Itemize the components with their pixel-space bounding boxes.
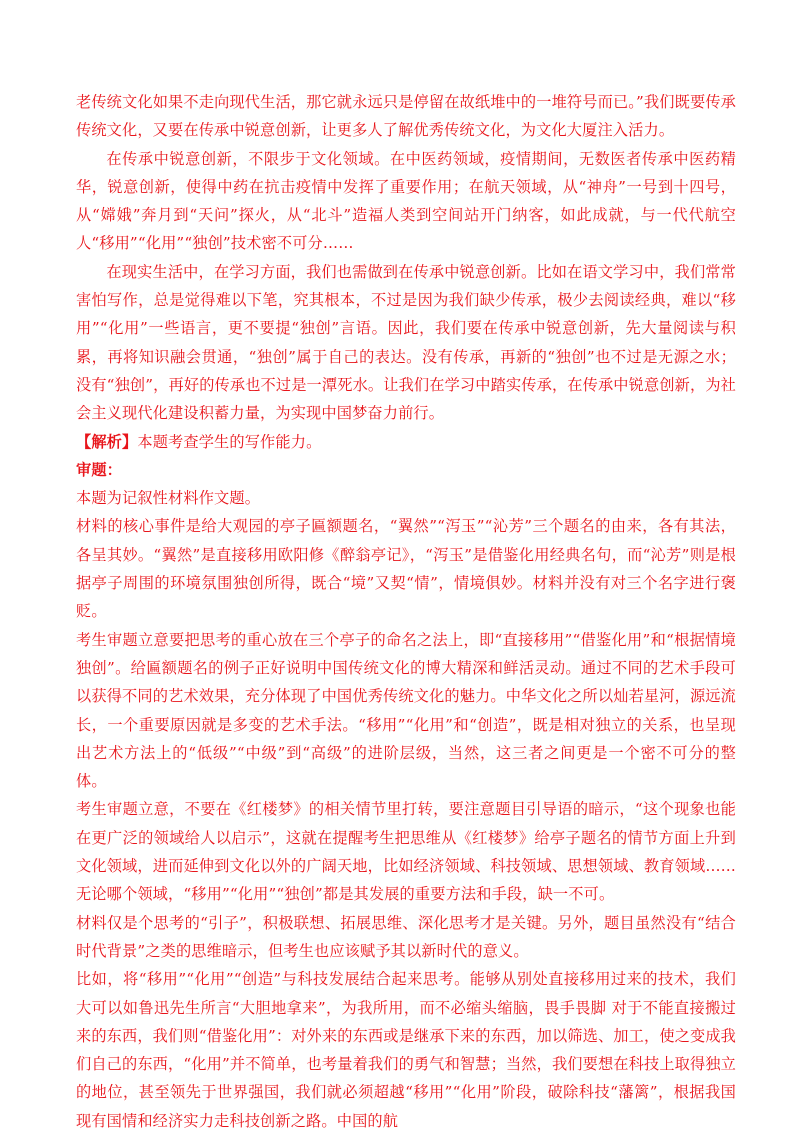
analysis-paragraph <box>76 428 736 456</box>
essay-paragraph-3: 在现实生活中，在学习方面，我们也需做到在传承中锐意创新。比如在语文学习中，我们常常害怕写作，总是觉得难以下笔，究其根本，不过是因为我们缺少传承，极少去阅读经典，难以“移用”“化用”一些语言，更不要提“独创”言语。因此，我们要在传承中锐意创新，先大量阅读与积累，再将知识融会贯通，“独创”属于自己的表达。没有传承，再新的“独创”也不过是无源之水；没有“独创”，再好的传承也不过是一潭死水。让我们在学习中踏实传承，在传承中锐意创新，为社会主义现代化建设积蓄力量，为实现中国梦奋力前行。 <box>76 262 737 423</box>
document-page <box>76 88 736 1135</box>
review-paragraph-4: 考生审题立意，不要在《红楼梦》的相关情节里打转，要注意题目引导语的暗示，“这个现象也能在更广泛的领域给人以启示”，这就在提醒考生把思维从《红楼梦》给亭子题名的情节方面上升到文化领域，进而延伸到文化以外的广阔天地，比如经济领域、科技领域、思想领域、教育领域……无论哪个领域，“移用”“化用”“独创”都是其发展的重要方法和手段，缺一不可。 <box>76 800 736 904</box>
review-paragraph-5: 材料仅是个思考的“引子”，积极联想、拓展思维、深化思考才是关键。另外，题目虽然没有“结合时代背景”之类的思维暗示，但考生也应该赋予其以新时代的意义。 <box>76 913 736 960</box>
analysis-label: 【解析】 <box>76 432 138 451</box>
review-paragraph-1: 本题为记叙性材料作文题。 <box>76 489 261 508</box>
review-paragraph-3: 考生审题立意要把思考的重心放在三个亭子的命名之法上，即“直接移用”“借鉴化用”和“根据情境独创”。给匾额题名的例子正好说明中国传统文化的博大精深和鲜活灵动。通过不同的艺术手段可以获得不同的艺术效果，充分体现了中国优秀传统文化的魅力。中华文化之所以灿若星河，源远流长，一个重要原因就是多变的艺术手法。“移用”“化用”和“创造”，既是相对独立的关系，也呈现出艺术方法上的“低级”“中级”到“高级”的进阶层级，当然，这三者之间更是一个密不可分的整体。 <box>76 630 736 791</box>
analysis-text: 本题考查学生的写作能力。 <box>137 432 322 451</box>
essay-paragraph-2: 在传承中锐意创新，不限步于文化领域。在中医药领域，疫情期间，无数医者传承中医药精华，锐意创新，使得中药在抗击疫情中发挥了重要作用；在航天领域，从“神舟”一号到十四号，从“嫦娥”奔月到“天问”探火，从“北斗”造福人类到空间站开门纳客，如此成就，与一代代航空人“移用”“化用”“独创”技术密不可分…… <box>76 149 736 253</box>
essay-paragraph-1: 老传统文化如果不走向现代生活，那它就永远只是停留在故纸堆中的一堆符号而已。”我们既要传承传统文化，又要在传承中锐意创新，让更多人了解优秀传统文化，为文化大厦注入活力。 <box>76 93 736 140</box>
review-paragraph-6: 比如，将“移用”“化用”“创造”与科技发展结合起来思考。能够从别处直接移用过来的技术，我们大可以如鲁迅先生所言“大胆地拿来”，为我所用，而不必缩头缩脑，畏手畏脚 对于不能直接搬过来的东西，我们则“借鉴化用”：对外来的东西或是继承下来的东西，加以筛选、加工，使之变成我们自己的东西，“化用”并不简单，也考量着我们的勇气和智慧；当然，我们要想在科技上取得独立的地位，甚至领先于世界强国，我们就必须超越“移用”“化用”阶段，破除科技“藩篱”，根据我国现有国情和经济实力走科技创新之路。中国的航 <box>76 970 737 1130</box>
review-paragraph-2: 材料的核心事件是给大观园的亭子匾额题名，“翼然”“泻玉”“沁芳”三个题名的由来，各有其法，各呈其妙。“翼然”是直接移用欧阳修《醉翁亭记》，“泻玉”是借鉴化用经典名句，而“沁芳”则是根据亭子周围的环境氛围独创所得，既合“境”又契“情”，情境俱妙。材料并没有对三个名字进行褒贬。 <box>76 517 736 621</box>
review-heading: 审题： <box>76 460 123 479</box>
